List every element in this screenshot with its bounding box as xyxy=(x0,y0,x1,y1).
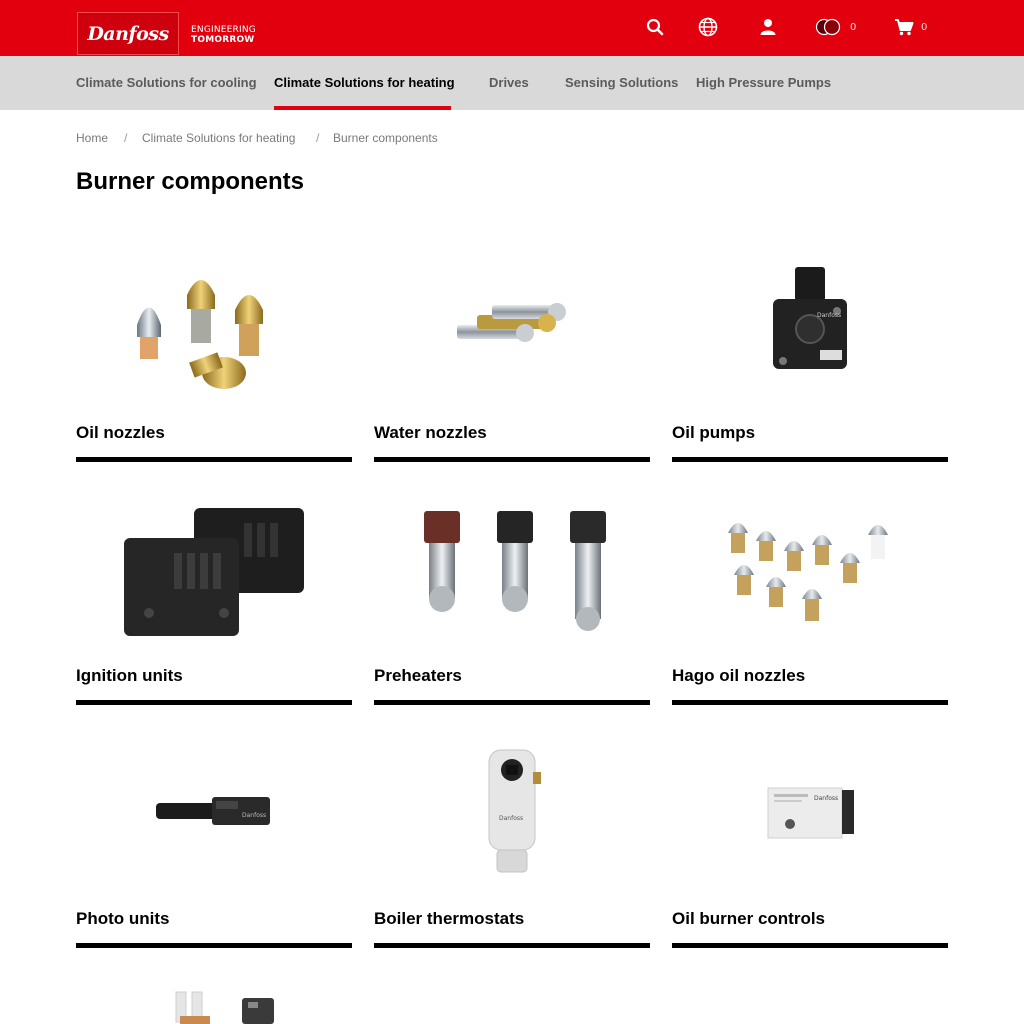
ignition-units-image xyxy=(76,488,352,648)
svg-text:Danfoss: Danfoss xyxy=(242,812,267,819)
tagline-line1: ENGINEERING xyxy=(191,25,256,35)
top-bar xyxy=(0,0,1024,56)
category-card-ignition-units[interactable] xyxy=(76,488,352,706)
category-label: Oil pumps xyxy=(672,423,756,442)
nav-item-sensing[interactable]: Sensing Solutions xyxy=(565,75,679,90)
user-icon[interactable] xyxy=(758,16,778,38)
breadcrumb-separator: / xyxy=(316,131,320,145)
breadcrumb-separator: / xyxy=(124,131,128,145)
breadcrumb-heating[interactable]: Climate Solutions for heating xyxy=(142,131,296,145)
compare-count: 0 xyxy=(850,22,857,33)
category-card-photo-units[interactable] xyxy=(76,731,352,949)
category-underline xyxy=(374,700,650,705)
category-underline xyxy=(76,457,352,462)
category-label: Preheaters xyxy=(374,666,462,685)
page-title: Burner components xyxy=(76,168,305,195)
category-card-boiler-thermostats[interactable] xyxy=(374,731,650,949)
logo-wordmark: Danfoss xyxy=(87,22,169,45)
category-label: Hago oil nozzles xyxy=(672,666,806,685)
oil-burner-control-image xyxy=(672,731,948,891)
category-card-oil-burner-controls[interactable] xyxy=(672,731,948,949)
category-card-partial[interactable] xyxy=(76,986,352,1024)
photo-unit-image xyxy=(76,731,352,891)
nav-item-drives[interactable]: Drives xyxy=(489,75,529,90)
nav-item-heating[interactable]: Climate Solutions for heating xyxy=(274,75,455,90)
category-card-water-nozzles[interactable] xyxy=(374,245,650,463)
oil-nozzles-image xyxy=(76,245,352,405)
danfoss-logo[interactable] xyxy=(77,12,179,55)
nav-item-cooling[interactable]: Climate Solutions for cooling xyxy=(76,75,257,90)
category-card-preheaters[interactable] xyxy=(374,488,650,706)
category-underline xyxy=(374,457,650,462)
breadcrumb-current: Burner components xyxy=(333,131,438,145)
category-underline xyxy=(374,943,650,948)
category-label: Ignition units xyxy=(76,666,183,685)
breadcrumb-home[interactable]: Home xyxy=(76,131,109,145)
oil-pump-image xyxy=(672,245,948,405)
search-icon[interactable] xyxy=(645,16,665,38)
cart-count: 0 xyxy=(921,22,928,33)
category-underline xyxy=(672,700,948,705)
boiler-thermostat-image xyxy=(374,731,650,891)
tagline-line2: TOMORROW xyxy=(191,35,255,45)
main-nav xyxy=(0,56,1024,110)
compare-toggle-icon[interactable] xyxy=(815,16,841,38)
category-label: Boiler thermostats xyxy=(374,909,525,928)
hago-oil-nozzles-image xyxy=(672,488,948,648)
category-card-oil-nozzles[interactable] xyxy=(76,245,352,463)
svg-text:Danfoss: Danfoss xyxy=(499,815,524,822)
svg-text:Danfoss: Danfoss xyxy=(814,795,839,802)
partial-product-image xyxy=(172,988,282,1024)
nav-active-indicator xyxy=(274,106,451,110)
category-underline xyxy=(76,943,352,948)
globe-icon[interactable] xyxy=(698,16,718,38)
category-label: Oil nozzles xyxy=(76,423,165,442)
preheaters-image xyxy=(374,488,650,648)
tagline xyxy=(191,25,256,45)
category-card-oil-pumps[interactable] xyxy=(672,245,948,463)
nav-item-high-pressure-pumps[interactable]: High Pressure Pumps xyxy=(696,75,832,90)
svg-text:Danfoss: Danfoss xyxy=(817,312,842,319)
category-label: Photo units xyxy=(76,909,170,928)
category-underline xyxy=(672,457,948,462)
category-label: Oil burner controls xyxy=(672,909,826,928)
category-label: Water nozzles xyxy=(374,423,487,442)
category-underline xyxy=(672,943,948,948)
category-card-hago-oil-nozzles[interactable] xyxy=(672,488,948,706)
cart-icon[interactable] xyxy=(894,16,914,38)
category-underline xyxy=(76,700,352,705)
water-nozzles-image xyxy=(374,245,650,405)
